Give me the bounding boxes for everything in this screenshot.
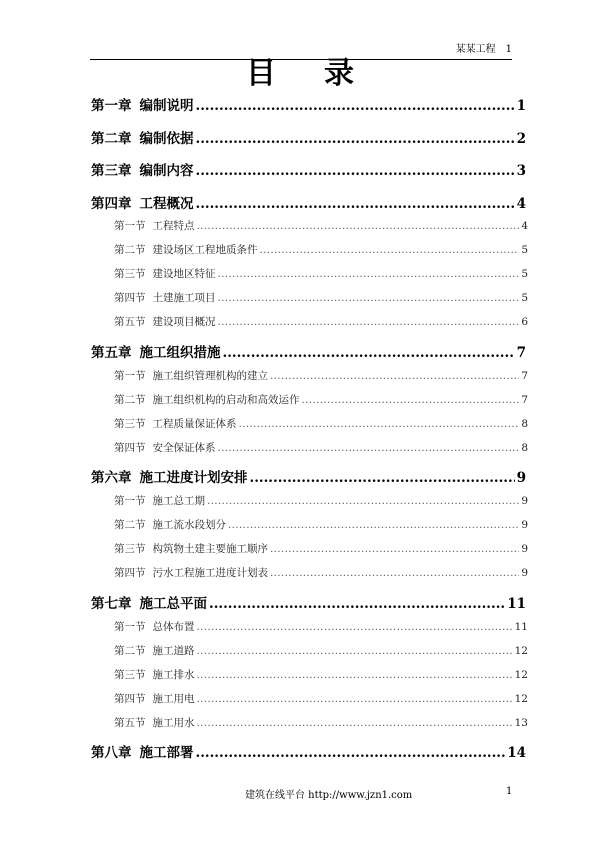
- toc-entry-label: [91, 94, 194, 114]
- header-page-number: 1: [505, 44, 512, 55]
- toc-entry-title: 土建施工项目: [152, 292, 216, 304]
- toc-dot-leader: [197, 220, 520, 232]
- toc-entry-number: 第三节: [114, 669, 146, 681]
- toc-entry-number: 第六章: [91, 470, 132, 486]
- toc-section-entry[interactable]: [114, 290, 528, 305]
- toc-section-entry[interactable]: [114, 541, 528, 556]
- toc-entry-label: [114, 643, 195, 658]
- toc-entry-label: [114, 368, 268, 383]
- toc-entry-number: 第四章: [91, 196, 132, 212]
- toc-entry-label: [114, 667, 195, 682]
- header-project: 某某工程: [455, 44, 496, 55]
- toc-entry-label: [114, 392, 300, 407]
- toc-dot-leader: [196, 131, 515, 147]
- toc-entry-number: 第二章: [91, 131, 132, 147]
- toc-entry-title: 施工进度计划安排: [139, 470, 248, 486]
- toc-entry-label: [91, 741, 194, 761]
- toc-entry-title: 工程质量保证体系: [152, 418, 237, 430]
- toc-entry-label: [114, 416, 237, 431]
- toc-entry-number: 第三节: [114, 543, 146, 555]
- toc-entry-page: 8: [521, 418, 528, 430]
- toc-entry-label: [91, 341, 221, 361]
- toc-entry-title: 工程概况: [139, 196, 194, 212]
- toc-entry-page: 4: [521, 220, 528, 232]
- toc-entry-label: [114, 619, 195, 634]
- footer-page-number: 1: [506, 786, 513, 797]
- toc-section-entry[interactable]: [114, 314, 528, 329]
- toc-dot-leader: [302, 394, 520, 406]
- title-char-1: 目: [246, 56, 276, 91]
- toc-dot-leader: [218, 316, 520, 328]
- toc-entry-number: 第四节: [114, 693, 146, 705]
- toc-section-entry[interactable]: [114, 565, 528, 580]
- toc-section-entry[interactable]: [114, 368, 528, 383]
- toc-dot-leader: [197, 693, 513, 705]
- footer-site: 建筑在线平台 http://www.jzn1.com: [245, 790, 413, 801]
- toc-entry-title: 编制依据: [139, 131, 194, 147]
- toc-entry-label: [114, 314, 216, 329]
- toc-chapter-entry[interactable]: [91, 341, 526, 361]
- toc-entry-page: 8: [521, 442, 528, 454]
- toc-section-entry[interactable]: [114, 667, 528, 682]
- toc-section-entry[interactable]: [114, 691, 528, 706]
- toc-dot-leader: [197, 621, 513, 633]
- toc-dot-leader: [218, 268, 520, 280]
- toc-entry-title: 编制内容: [139, 163, 194, 179]
- toc-section-entry[interactable]: [114, 493, 528, 508]
- toc-entry-title: 建设项目概况: [152, 316, 216, 328]
- toc-section-entry[interactable]: [114, 416, 528, 431]
- toc-entry-number: 第四节: [114, 567, 146, 579]
- toc-chapter-entry[interactable]: [91, 159, 526, 179]
- toc-entry-page: 14: [507, 745, 526, 761]
- toc-entry-title: 安全保证体系: [152, 442, 216, 454]
- toc-dot-leader: [196, 163, 515, 179]
- toc-entry-label: [91, 159, 194, 179]
- toc-entry-label: [114, 565, 268, 580]
- toc-entry-label: [114, 517, 226, 532]
- toc-entry-page: 4: [516, 196, 526, 212]
- toc-entry-page: 11: [507, 596, 526, 612]
- toc-entry-title: 工程特点: [152, 220, 195, 232]
- toc-entry-page: 11: [514, 621, 528, 633]
- toc-entry-page: 9: [521, 495, 528, 507]
- toc-entry-label: [91, 466, 248, 486]
- toc-section-entry[interactable]: [114, 266, 528, 281]
- toc-entry-label: [91, 192, 194, 212]
- toc-chapter-entry[interactable]: [91, 94, 526, 114]
- toc-entry-number: 第一节: [114, 370, 146, 382]
- toc-entry-title: 编制说明: [139, 98, 194, 114]
- toc-entry-title: 施工组织管理机构的建立: [152, 370, 268, 382]
- toc-entry-page: 5: [521, 292, 528, 304]
- toc-entry-title: 施工流水段划分: [152, 519, 226, 531]
- toc-dot-leader: [196, 745, 506, 761]
- toc-entry-title: 污水工程施工进度计划表: [152, 567, 268, 579]
- toc-entry-page: 12: [514, 693, 528, 705]
- toc-entry-title: 建设场区工程地质条件: [152, 244, 258, 256]
- toc-entry-page: 1: [516, 98, 526, 114]
- toc-entry-label: [91, 592, 207, 612]
- toc-entry-label: [114, 440, 216, 455]
- toc-entry-title: 建设地区特征: [152, 268, 216, 280]
- toc-entry-page: 7: [521, 370, 528, 382]
- toc-entry-page: 6: [521, 316, 528, 328]
- toc-dot-leader: [260, 244, 520, 256]
- toc-entry-page: 7: [516, 345, 526, 361]
- toc-section-entry[interactable]: [114, 440, 528, 455]
- toc-dot-leader: [228, 519, 519, 531]
- toc-entry-number: 第五节: [114, 316, 146, 328]
- toc-section-entry[interactable]: [114, 392, 528, 407]
- toc-entry-number: 第三节: [114, 268, 146, 280]
- toc-section-entry[interactable]: [114, 517, 528, 532]
- toc-entry-page: 5: [521, 268, 528, 280]
- toc-entry-label: [91, 127, 194, 147]
- toc-entry-title: 施工总平面: [139, 596, 207, 612]
- toc-entry-number: 第二节: [114, 394, 146, 406]
- toc-entry-number: 第一节: [114, 495, 146, 507]
- toc-entry-title: 施工道路: [152, 645, 195, 657]
- toc-entry-label: [114, 541, 268, 556]
- toc-chapter-entry[interactable]: [91, 127, 526, 147]
- toc-section-entry[interactable]: [114, 242, 528, 257]
- toc-entry-number: 第二节: [114, 519, 146, 531]
- toc-entry-label: [114, 493, 205, 508]
- toc-entry-title: 施工排水: [152, 669, 195, 681]
- toc-entry-title: 施工组织机构的启动和高效运作: [152, 394, 300, 406]
- toc-entry-title: 施工用电: [152, 693, 195, 705]
- toc-entry-number: 第三节: [114, 418, 146, 430]
- toc-entry-label: [114, 691, 195, 706]
- toc-chapter-entry[interactable]: [91, 466, 526, 486]
- toc-dot-leader: [270, 543, 519, 555]
- toc-entry-page: 12: [514, 669, 528, 681]
- toc-entry-title: 施工总工期: [152, 495, 205, 507]
- toc-entry-number: 第四节: [114, 292, 146, 304]
- toc-entry-label: [114, 242, 258, 257]
- toc-entry-number: 第一节: [114, 621, 146, 633]
- toc-entry-label: [114, 218, 195, 233]
- toc-entry-page: 9: [516, 470, 526, 486]
- toc-entry-title: 施工用水: [152, 717, 195, 729]
- toc-dot-leader: [197, 717, 513, 729]
- toc-entry-label: [114, 266, 216, 281]
- toc-entry-title: 总体布置: [152, 621, 195, 633]
- toc-dot-leader: [250, 470, 515, 486]
- toc-dot-leader: [270, 370, 519, 382]
- toc-dot-leader: [207, 495, 519, 507]
- toc-section-entry[interactable]: [114, 619, 528, 634]
- toc-section-entry[interactable]: [114, 715, 528, 730]
- toc-entry-number: 第一章: [91, 98, 132, 114]
- toc-dot-leader: [218, 442, 520, 454]
- toc-chapter-entry[interactable]: [91, 592, 526, 612]
- toc-entry-number: 第五章: [91, 345, 132, 361]
- toc-entry-page: 3: [516, 163, 526, 179]
- toc-entry-number: 第三章: [91, 163, 132, 179]
- toc-chapter-entry[interactable]: [91, 741, 526, 761]
- toc-entry-page: 13: [514, 717, 528, 729]
- toc-entry-label: [114, 290, 216, 305]
- toc-entry-label: [114, 715, 195, 730]
- toc-entry-number: 第二节: [114, 244, 146, 256]
- toc-dot-leader: [239, 418, 520, 430]
- toc-section-entry[interactable]: [114, 643, 528, 658]
- toc-dot-leader: [197, 645, 513, 657]
- toc-dot-leader: [223, 345, 515, 361]
- toc-entry-number: 第八章: [91, 745, 132, 761]
- toc-entry-title: 构筑物土建主要施工顺序: [152, 543, 268, 555]
- toc-entry-page: 9: [521, 567, 528, 579]
- toc-entry-number: 第五节: [114, 717, 146, 729]
- toc-dot-leader: [196, 196, 515, 212]
- toc-entry-number: 第一节: [114, 220, 146, 232]
- toc-dot-leader: [197, 669, 513, 681]
- title-char-2: 录: [324, 56, 354, 91]
- toc-entry-number: 第二节: [114, 645, 146, 657]
- toc-entry-page: 9: [521, 519, 528, 531]
- toc-section-entry[interactable]: [114, 218, 528, 233]
- toc-entry-title: 施工部署: [139, 745, 194, 761]
- toc-entry-page: 7: [521, 394, 528, 406]
- toc-dot-leader: [270, 567, 519, 579]
- toc-dot-leader: [196, 98, 515, 114]
- toc-entry-page: 9: [521, 543, 528, 555]
- toc-entry-page: 12: [514, 645, 528, 657]
- toc-chapter-entry[interactable]: [91, 192, 526, 212]
- toc-entry-page: 2: [516, 131, 526, 147]
- toc-dot-leader: [209, 596, 505, 612]
- toc-dot-leader: [218, 292, 520, 304]
- toc-entry-number: 第七章: [91, 596, 132, 612]
- toc-entry-page: 5: [521, 244, 528, 256]
- toc-entry-title: 施工组织措施: [139, 345, 221, 361]
- toc-entry-number: 第四节: [114, 442, 146, 454]
